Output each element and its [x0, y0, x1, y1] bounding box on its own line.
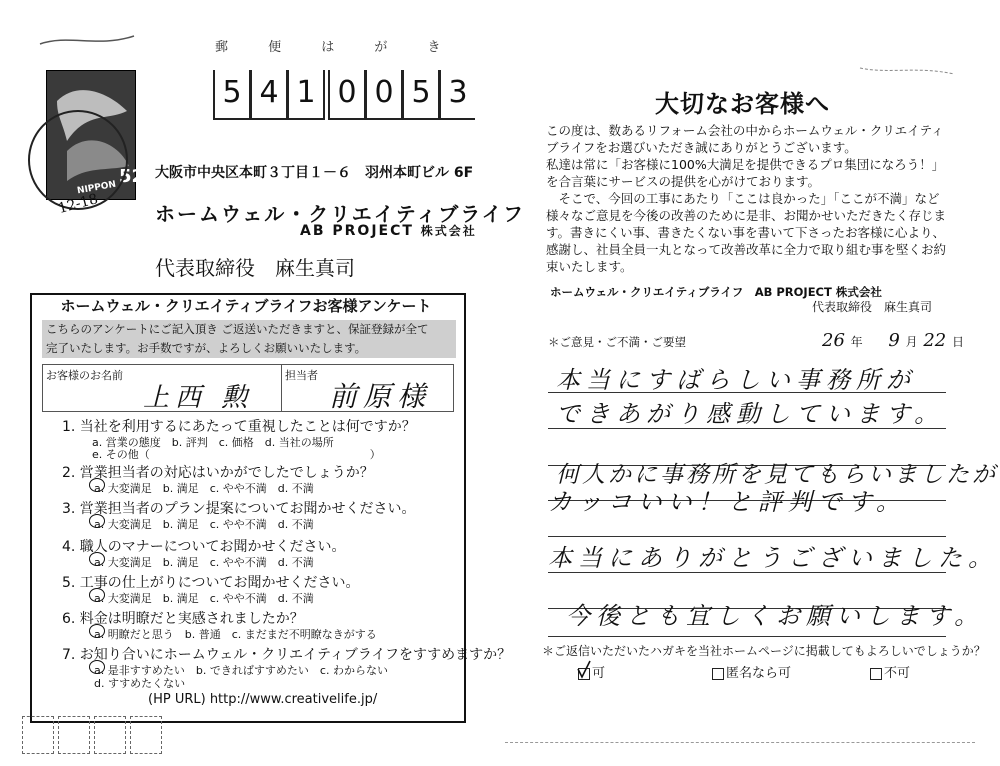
- cut-line: [505, 742, 975, 743]
- question-2: 2. 営業担当者の対応はいかがでしたでしょうか？: [62, 465, 374, 481]
- letter-line: を合言葉にサービスの提供を心がけております。: [546, 174, 821, 189]
- survey-intro: [42, 320, 456, 358]
- zip-digit: 3: [439, 70, 475, 120]
- publish-option-label: 匿名なら可: [726, 666, 792, 681]
- representative: 代表取締役 麻生真司: [155, 256, 355, 280]
- publish-option-no[interactable]: [870, 662, 910, 681]
- letter-company: ホームウェル・クリエイティブライフ AB PROJECT 株式会社: [550, 285, 882, 299]
- postmark-date: 12-18: [56, 191, 100, 217]
- question-7-option-d[interactable]: d. すすめたくない: [94, 677, 186, 690]
- question-7: 7. お知り合いにホームウェル・クリエイティブライフをすすめますか？: [62, 647, 512, 663]
- company-name: ホームウェル・クリエイティブライフ: [155, 202, 525, 226]
- publish-option-label: 可: [592, 666, 606, 681]
- survey-intro-line: 完了いたします。お手数ですが、よろしくお願いいたします。: [46, 341, 367, 355]
- answer-circle: [89, 624, 105, 638]
- date-field: [822, 330, 964, 351]
- staff-label: 担当者: [285, 369, 318, 382]
- letter-body: [546, 122, 956, 275]
- letter-line: 束いたします。: [546, 259, 633, 274]
- letter-title: 大切なお客様へ: [655, 90, 830, 118]
- opinion-label: ＊ご意見・ご不満・ご要望: [548, 335, 686, 349]
- handwritten-line[interactable]: 何人かに事務所を見てもらいましたが: [556, 462, 998, 488]
- answer-circle: [89, 478, 105, 492]
- question-6: 6. 料金は明瞭だと実感されましたか？: [62, 611, 304, 627]
- handwritten-line[interactable]: 本当にすばらしい事務所が: [556, 366, 916, 394]
- publish-option-anonymous[interactable]: [712, 662, 791, 681]
- ruled-line: [548, 636, 946, 637]
- question-4-options[interactable]: a. 大変満足 b. 満足 c. やや不満 d. 不満: [94, 556, 314, 569]
- question-1: 1. 当社を利用するにあたって重視したことは何ですか？: [62, 419, 416, 435]
- answer-circle: [89, 514, 105, 528]
- letter-line: ブライフをお選びいただき誠にありがとうございます。: [546, 140, 857, 155]
- ruled-line: [548, 572, 946, 573]
- letter-line: 様々なご意見を今後の改善のために是非、お聞かせいただきたく存じま: [546, 208, 947, 223]
- stamp-price: 52: [119, 166, 145, 187]
- date-year-unit: 年: [850, 335, 863, 349]
- letter-line: そこで、今回の工事にあたり「ここは良かった」「ここが不満」など: [546, 191, 940, 206]
- question-2-options[interactable]: a. 大変満足 b. 満足 c. やや不満 d. 不満: [94, 482, 314, 495]
- date-day[interactable]: 22: [923, 330, 947, 351]
- name-row-divider: [281, 365, 282, 411]
- dashed-box: [22, 716, 54, 754]
- date-day-unit: 日: [951, 335, 964, 349]
- dashed-box: [94, 716, 126, 754]
- letter-line: 私達は常に「お客様に100%大満足を提供できるプロ集団になろう！」: [546, 157, 945, 172]
- staff-name[interactable]: 前原様: [329, 380, 432, 413]
- handwritten-line[interactable]: カッコいい！と評判です。: [548, 488, 906, 516]
- pen-scribble: [858, 62, 958, 78]
- zip-digit: 1: [287, 70, 325, 120]
- name-row: [42, 364, 454, 412]
- zip-digit: 0: [328, 70, 366, 120]
- publish-option-label: 不可: [884, 666, 911, 681]
- checkbox-checked-icon[interactable]: [578, 668, 590, 680]
- question-6-options[interactable]: a. 明瞭だと思う b. 普通 c. まだまだ不明瞭なきがする: [94, 628, 377, 641]
- checkbox-icon[interactable]: [712, 668, 724, 680]
- dashed-box: [58, 716, 90, 754]
- letter-line: この度は、数あるリフォーム会社の中からホームウェル・クリエイティ: [546, 123, 944, 138]
- date-year[interactable]: 26: [822, 330, 845, 351]
- ruled-line: [548, 536, 946, 537]
- zip-digit: 0: [365, 70, 403, 120]
- answer-circle: [89, 552, 105, 566]
- question-1-other[interactable]: e. その他（ ）: [92, 448, 381, 461]
- answer-circle: [89, 588, 105, 602]
- customer-label: お客様のお名前: [46, 369, 123, 382]
- date-month-unit: 月: [905, 335, 918, 349]
- customer-name[interactable]: 上西 勲: [143, 383, 254, 413]
- zip-digit: 5: [213, 70, 251, 120]
- checkbox-icon[interactable]: [870, 668, 882, 680]
- handwritten-line[interactable]: 今後とも宜しくお願いします。: [566, 602, 985, 630]
- ruled-line: [548, 428, 946, 429]
- question-7-options[interactable]: a. 是非すすめたい b. できればすすめたい c. わからない: [94, 664, 388, 677]
- survey-intro-line: こちらのアンケートにご記入頂き ご返送いただきますと、保証登録が全て: [46, 322, 429, 336]
- letter-line: 感謝し、社員全員一丸となって改善改革に全力で取り組む事を堅くお約: [546, 242, 947, 257]
- letter-representative: 代表取締役 麻生真司: [812, 300, 933, 314]
- question-3-options[interactable]: a. 大変満足 b. 満足 c. やや不満 d. 不満: [94, 518, 314, 531]
- question-4: 4. 職人のマナーについてお聞かせください。: [62, 539, 346, 555]
- survey-title: ホームウェル・クリエイティブライフお客様アンケート: [60, 297, 432, 315]
- answer-circle: [89, 660, 105, 674]
- handwritten-line[interactable]: 本当にありがとうございました。: [548, 544, 998, 572]
- postcard-label: 郵 便 は が き: [215, 40, 459, 55]
- question-1-options[interactable]: a. 営業の態度 b. 評判 c. 価格 d. 当社の場所: [92, 436, 334, 449]
- date-month[interactable]: 9: [888, 330, 900, 351]
- publish-option-ok[interactable]: [578, 662, 605, 681]
- hp-url[interactable]: (HP URL) http://www.creativelife.jp/: [148, 692, 378, 707]
- publish-question: ＊ご返信いただいたハガキを当社ホームページに掲載してもよろしいでしょうか？: [542, 644, 986, 658]
- dashed-box: [130, 716, 162, 754]
- company-english-name-text: AB PROJECT: [300, 223, 414, 239]
- zip-digit: 5: [402, 70, 440, 120]
- ruled-line: [548, 392, 946, 393]
- question-5: 5. 工事の仕上がりについてお聞かせください。: [62, 575, 360, 591]
- address: 大阪市中央区本町３丁目１－６ 羽州本町ビル 6F: [155, 165, 474, 181]
- company-english-name: [300, 222, 477, 239]
- question-5-options[interactable]: a. 大変満足 b. 満足 c. やや不満 d. 不満: [94, 592, 314, 605]
- handwritten-line[interactable]: できあがり感動しています。: [556, 400, 945, 428]
- letter-line: す。書きにくい事、書きたくない事を書いて下さったお客様に心より、: [546, 225, 946, 240]
- company-suffix: 株式会社: [420, 224, 477, 238]
- question-3: 3. 営業担当者のプラン提案についてお聞かせください。: [62, 501, 416, 517]
- pen-scribble: [38, 30, 138, 50]
- zip-digit: 4: [250, 70, 288, 120]
- stamp-brand: NIPPON: [76, 179, 117, 197]
